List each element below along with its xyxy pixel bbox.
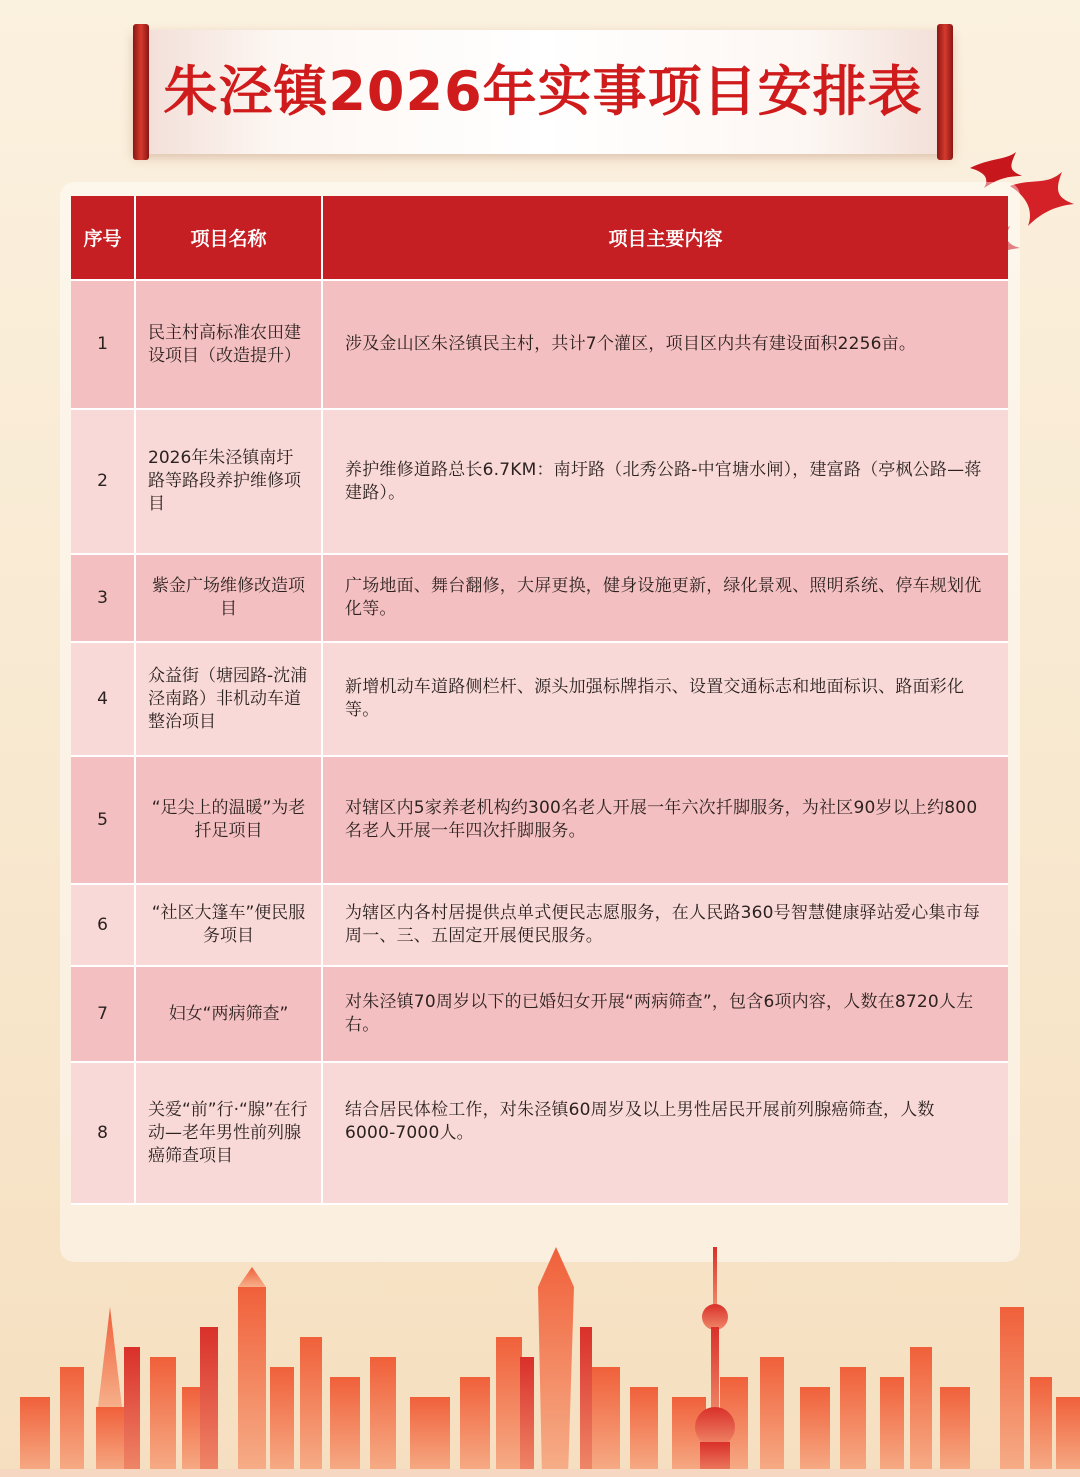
column-header-name: 项目名称	[135, 196, 322, 280]
project-name: 紫金广场维修改造项目	[135, 554, 322, 642]
city-skyline-decoration	[0, 1247, 1080, 1477]
project-content: 养护维修道路总长6.7KM：南圩路（北秀公路-中官塘水闸），建富路（亭枫公路—蒋建路）。	[322, 409, 1008, 554]
row-index: 4	[71, 642, 135, 756]
skyline-buildings	[20, 1247, 1080, 1477]
project-content: 为辖区内各村居提供点单式便民志愿服务，在人民路360号智慧健康驿站爱心集市每周一、三、五固定开展便民服务。	[322, 884, 1008, 966]
table-header-row	[71, 196, 1008, 280]
row-index: 2	[71, 409, 135, 554]
page-title: 朱泾镇2026年实事项目安排表	[163, 60, 923, 123]
project-content: 涉及金山区朱泾镇民主村，共计7个灌区，项目区内共有建设面积2256亩。	[322, 280, 1008, 409]
row-index: 5	[71, 756, 135, 884]
project-name: 妇女“两病筛查”	[135, 966, 322, 1062]
skyline-ground	[0, 1469, 1080, 1477]
project-name: 众益街（塘园路-沈浦泾南路）非机动车道整治项目	[135, 642, 322, 756]
project-name: 2026年朱泾镇南圩路等路段养护维修项目	[135, 409, 322, 554]
project-content: 新增机动车道路侧栏杆、源头加强标牌指示、设置交通标志和地面标识、路面彩化等。	[322, 642, 1008, 756]
row-index: 3	[71, 554, 135, 642]
column-header-content: 项目主要内容	[322, 196, 1008, 280]
table-row	[71, 554, 1008, 642]
table-row	[71, 642, 1008, 756]
table-row	[71, 1062, 1008, 1204]
table-row	[71, 756, 1008, 884]
table-row	[71, 280, 1008, 409]
projects-table	[71, 196, 1008, 1205]
project-content: 广场地面、舞台翻修，大屏更换，健身设施更新，绿化景观、照明系统、停车规划优化等。	[322, 554, 1008, 642]
project-content: 结合居民体检工作，对朱泾镇60周岁及以上男性居民开展前列腺癌筛查，人数6000-7000人。	[322, 1062, 1008, 1204]
column-header-index: 序号	[71, 196, 135, 280]
row-index: 7	[71, 966, 135, 1062]
row-index: 8	[71, 1062, 135, 1204]
project-content: 对朱泾镇70周岁以下的已婚妇女开展“两病筛查”，包含6项内容，人数在8720人左右。	[322, 966, 1008, 1062]
project-name: “社区大篷车”便民服务项目	[135, 884, 322, 966]
table-row	[71, 409, 1008, 554]
row-index: 6	[71, 884, 135, 966]
project-content: 对辖区内5家养老机构约300名老人开展一年六次扦脚服务，为社区90岁以上约800名老人开展一年四次扦脚服务。	[322, 756, 1008, 884]
row-index: 1	[71, 280, 135, 409]
table-row	[71, 884, 1008, 966]
table-row	[71, 966, 1008, 1062]
project-name: 关爱“前”行·“腺”在行动—老年男性前列腺癌筛查项目	[135, 1062, 322, 1204]
project-name: 民主村高标准农田建设项目（改造提升）	[135, 280, 322, 409]
title-banner	[133, 30, 953, 154]
project-name: “足尖上的温暖”为老扦足项目	[135, 756, 322, 884]
